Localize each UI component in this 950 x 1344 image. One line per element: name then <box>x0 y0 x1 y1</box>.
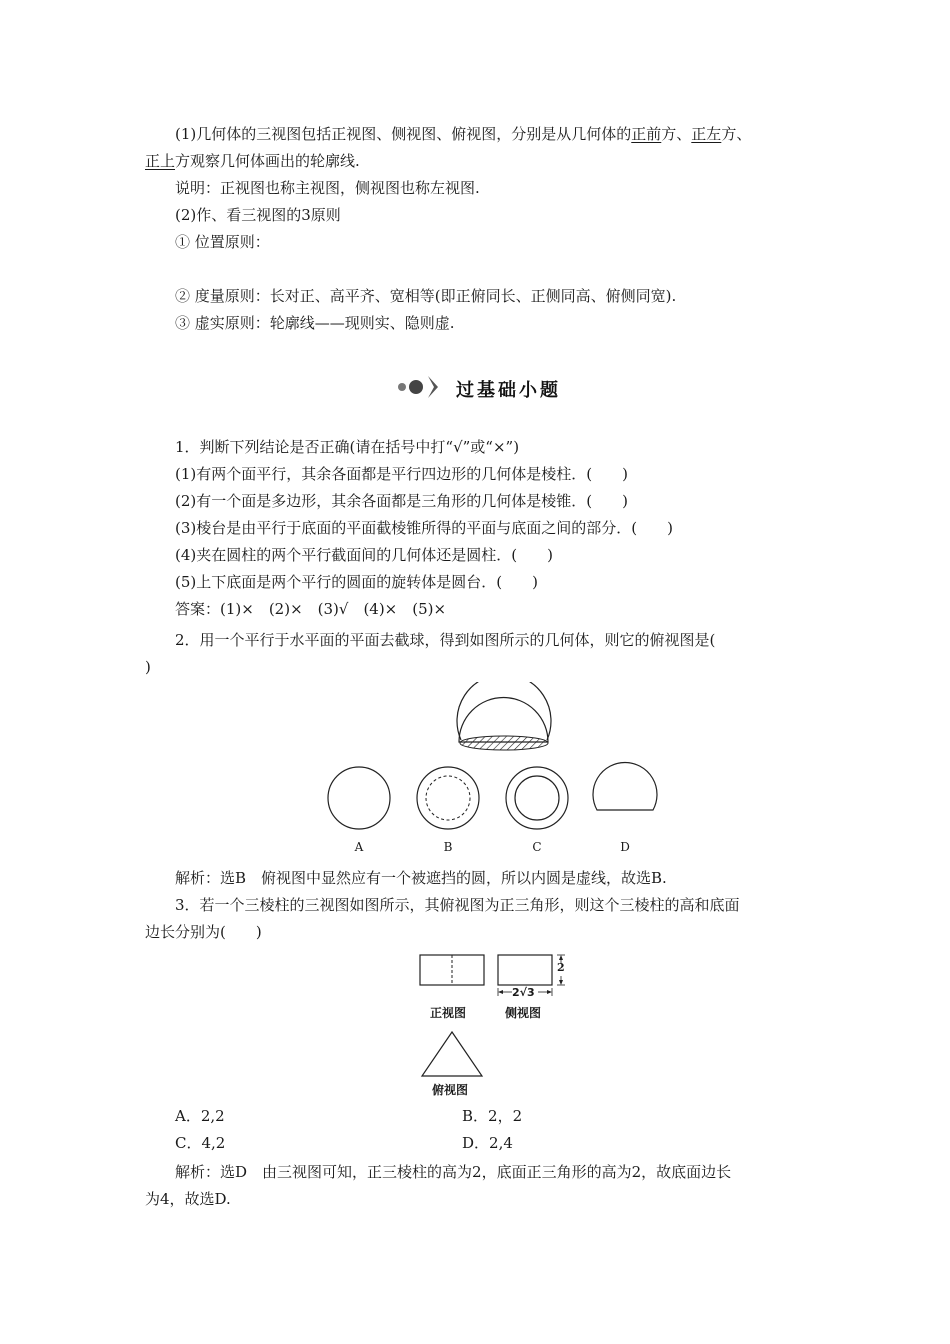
principles-heading: (2)作、看三视图的3原则 <box>175 206 341 224</box>
option-d-diagram <box>593 763 657 810</box>
dim-height-label: 2 <box>557 961 565 974</box>
top-view-diagram <box>422 1032 482 1076</box>
option-b-label: B <box>443 840 453 854</box>
text-segment: 方、 <box>721 125 752 143</box>
option-b-diagram <box>417 767 479 829</box>
principle-real-virtual: ③ 虚实原则：轮廓线——现则实、隐则虚. <box>175 314 455 332</box>
option-d-label: D <box>620 840 630 854</box>
q3-stem-cont: 边长分别为( ) <box>145 923 262 941</box>
front-view-diagram <box>420 955 484 985</box>
underlined-term: 正上 <box>145 152 176 170</box>
top-view-label: 俯视图 <box>432 1083 469 1097</box>
q1-answer: 答案：(1)× (2)× (3)√ (4)× (5)× <box>175 600 447 618</box>
q1-item: (5)上下底面是两个平行的圆面的旋转体是圆台．( ) <box>175 573 538 591</box>
q3-analysis: 解析：选D 由三视图可知，正三棱柱的高为2，底面正三角形的高为2，故底面边长 <box>175 1163 732 1181</box>
option-a-label: A <box>354 840 364 854</box>
q1-item: (1)有两个面平行，其余各面都是平行四边形的几何体是棱柱．( ) <box>175 465 628 483</box>
q2-stem: 2．用一个平行于水平面的平面去截球，得到如图所示的几何体，则它的俯视图是( <box>175 631 716 649</box>
q2-analysis: 解析：选B 俯视图中显然应有一个被遮挡的圆，所以内圆是虚线，故选B. <box>175 869 667 887</box>
q3-stem: 3．若一个三棱柱的三视图如图所示，其俯视图为正三角形，则这个三棱柱的高和底面 <box>175 896 740 914</box>
banner-title: 过基础小题 <box>456 380 561 401</box>
front-view-label: 正视图 <box>430 1006 467 1020</box>
three-view-definition-cont <box>145 151 360 171</box>
dim-width-label: 2√3 <box>512 986 535 999</box>
truncated-sphere-diagram <box>457 682 551 750</box>
text-segment: (1)几何体的三视图包括正视图、侧视图、俯视图，分别是从几何体的 <box>175 125 632 143</box>
text-segment: 方、 <box>661 125 692 143</box>
principle-measure: ② 度量原则：长对正、高平齐、宽相等(即正俯同长、正侧同高、俯侧同宽). <box>175 287 677 305</box>
note-line: 说明：正视图也称主视图，侧视图也称左视图. <box>175 179 480 197</box>
q1-item: (3)棱台是由平行于底面的平面截棱锥所得的平面与底面之间的部分．( ) <box>175 519 673 537</box>
q2-figure <box>320 682 670 862</box>
option-a-diagram <box>328 767 390 829</box>
three-view-definition <box>175 124 751 144</box>
q1-item: (2)有一个面是多边形，其余各面都是三角形的几何体是棱锥．( ) <box>175 492 628 510</box>
q3-choice-a: A．2,2 <box>175 1107 225 1125</box>
side-view-label: 侧视图 <box>505 1006 542 1020</box>
option-c-diagram <box>506 767 568 829</box>
underlined-term: 正左 <box>691 125 722 143</box>
section-banner <box>390 373 580 401</box>
q2-stem-cont: ) <box>145 658 151 676</box>
q3-choice-c: C．4,2 <box>175 1134 226 1152</box>
option-c-label: C <box>532 840 542 854</box>
underlined-term: 正前 <box>631 125 662 143</box>
q1-stem: 1．判断下列结论是否正确(请在括号中打“√”或“×”) <box>175 438 520 456</box>
q1-item: (4)夹在圆柱的两个平行截面间的几何体还是圆柱．( ) <box>175 546 553 564</box>
principle-position: ① 位置原则： <box>175 233 270 251</box>
q3-analysis-cont: 为4，故选D. <box>145 1190 231 1208</box>
q3-choice-d: D．2,4 <box>462 1134 513 1152</box>
q3-choice-b: B．2，2 <box>462 1107 523 1125</box>
text-segment: 方观察几何体画出的轮廓线. <box>175 152 360 170</box>
